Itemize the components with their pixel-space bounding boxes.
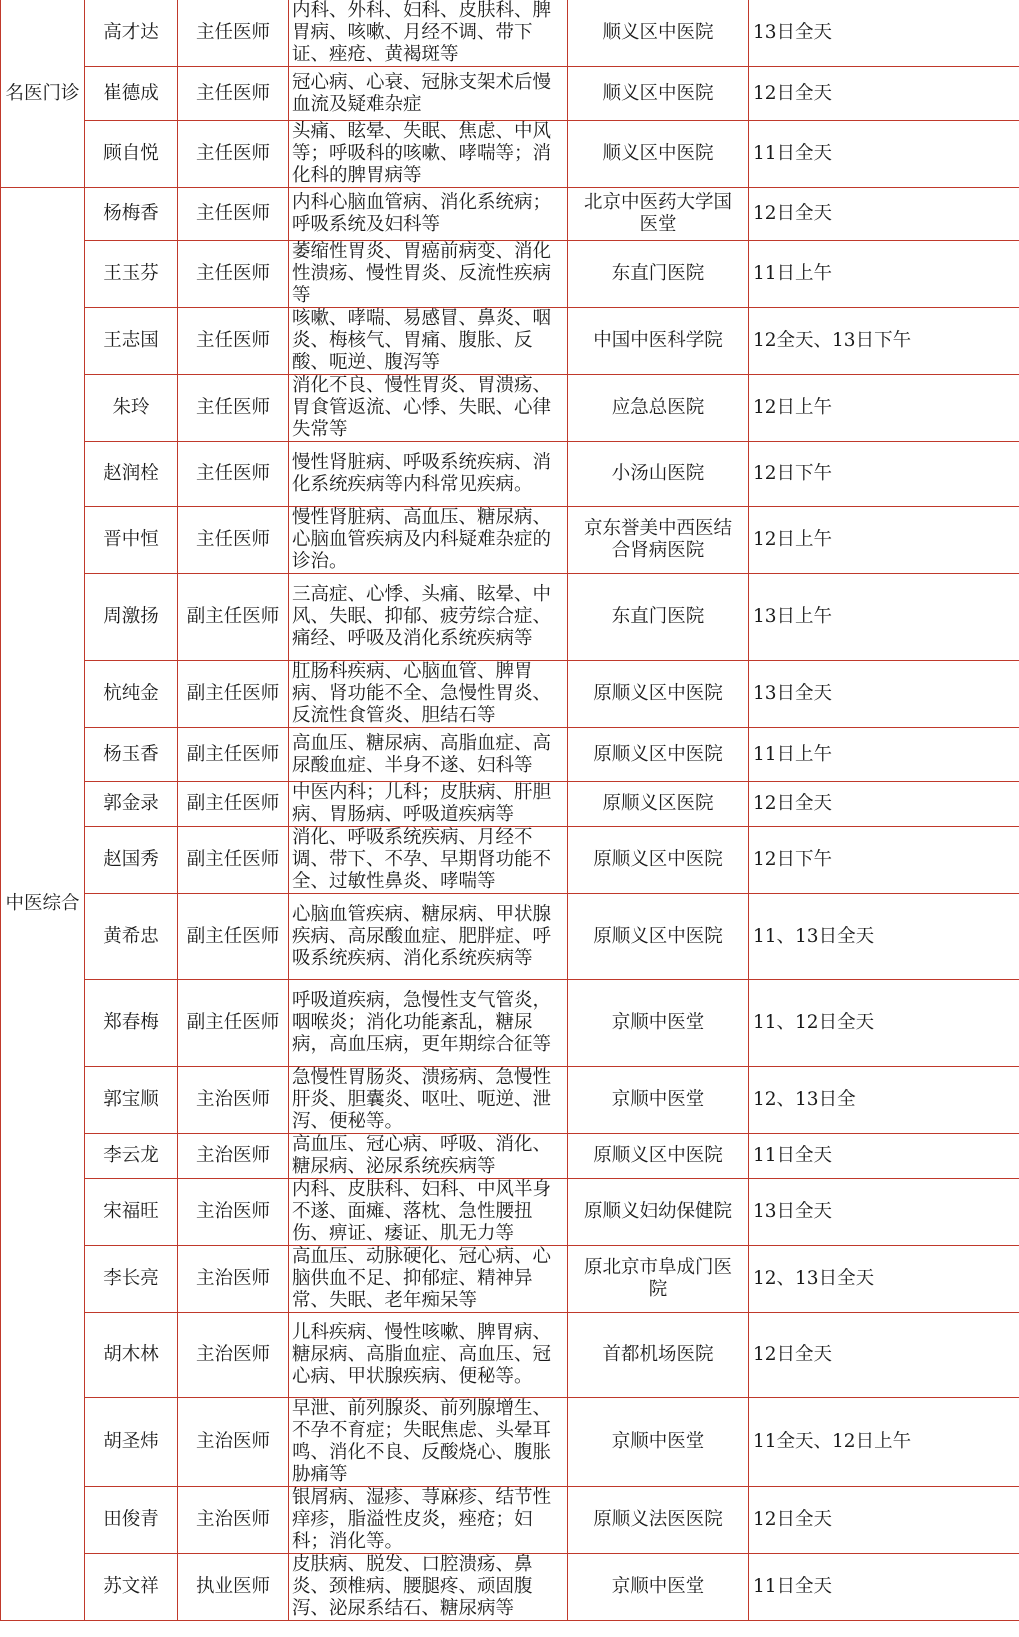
- doctor-title-cell: 主任医师: [178, 121, 289, 188]
- doctor-title-cell: 副主任医师: [178, 574, 289, 661]
- specialty-cell: 中医内科；儿科；皮肤病、肝胆病、胃肠病、呼吸道疾病等: [289, 782, 568, 827]
- specialty-cell: 高血压、糖尿病、高脂血症、高尿酸血症、半身不遂、妇科等: [289, 728, 568, 782]
- doctor-title-cell: 主治医师: [178, 1067, 289, 1134]
- doctor-name-cell: 周激扬: [85, 574, 178, 661]
- doctor-name-cell: 黄希忠: [85, 894, 178, 980]
- hospital-cell: 原顺义区中医院: [568, 894, 749, 980]
- hospital-cell: 原北京市阜成门医院: [568, 1246, 749, 1313]
- doctor-title-cell: 副主任医师: [178, 980, 289, 1067]
- hospital-cell: 原顺义区中医院: [568, 661, 749, 728]
- specialty-cell: 儿科疾病、慢性咳嗽、脾胃病、糖尿病、高脂血症、高血压、冠心病、甲状腺疾病、便秘等。: [289, 1313, 568, 1398]
- table-row: [1, 1246, 1019, 1313]
- doctor-title-cell: 副主任医师: [178, 894, 289, 980]
- hospital-cell: 京顺中医堂: [568, 1398, 749, 1487]
- table-row: [1, 661, 1019, 728]
- doctor-name-cell: 胡圣炜: [85, 1398, 178, 1487]
- schedule-time-cell: 12日全天: [749, 188, 1019, 241]
- doctor-name-cell: 杨梅香: [85, 188, 178, 241]
- doctor-title-cell: 主治医师: [178, 1313, 289, 1398]
- table-row: [1, 827, 1019, 894]
- specialty-cell: 慢性肾脏病、高血压、糖尿病、心脑血管疾病及内科疑难杂症的诊治。: [289, 507, 568, 574]
- schedule-time-cell: 12日全天: [749, 67, 1019, 121]
- doctor-name-cell: 郑春梅: [85, 980, 178, 1067]
- doctor-name-cell: 李云龙: [85, 1134, 178, 1179]
- hospital-cell: 原顺义区中医院: [568, 728, 749, 782]
- table-row: [1, 188, 1019, 241]
- hospital-cell: 京顺中医堂: [568, 980, 749, 1067]
- category-cell: 名医门诊: [1, 0, 85, 188]
- schedule-time-cell: 12日全天: [749, 782, 1019, 827]
- table-row: [1, 1134, 1019, 1179]
- specialty-cell: 消化、呼吸系统疾病、月经不调、带下、不孕、早期肾功能不全、过敏性鼻炎、哮喘等: [289, 827, 568, 894]
- table-row: [1, 728, 1019, 782]
- hospital-cell: 东直门医院: [568, 241, 749, 308]
- doctor-name-cell: 高才达: [85, 0, 178, 67]
- doctor-name-cell: 宋福旺: [85, 1179, 178, 1246]
- doctor-name-cell: 朱玲: [85, 375, 178, 442]
- specialty-cell: 急慢性胃肠炎、溃疡病、急慢性肝炎、胆囊炎、呕吐、呃逆、泄泻、便秘等。: [289, 1067, 568, 1134]
- hospital-cell: 京东誉美中西医结合肾病医院: [568, 507, 749, 574]
- doctor-name-cell: 田俊青: [85, 1487, 178, 1554]
- schedule-time-cell: 12、13日全天: [749, 1246, 1019, 1313]
- hospital-cell: 应急总医院: [568, 375, 749, 442]
- doctor-title-cell: 主任医师: [178, 375, 289, 442]
- table-row: [1, 980, 1019, 1067]
- specialty-cell: 萎缩性胃炎、胃癌前病变、消化性溃疡、慢性胃炎、反流性疾病等: [289, 241, 568, 308]
- doctor-name-cell: 王玉芬: [85, 241, 178, 308]
- doctor-title-cell: 主任医师: [178, 308, 289, 375]
- table-row: [1, 375, 1019, 442]
- schedule-time-cell: 11日全天: [749, 1134, 1019, 1179]
- specialty-cell: 慢性肾脏病、呼吸系统疾病、消化系统疾病等内科常见疾病。: [289, 442, 568, 507]
- table-row: [1, 1398, 1019, 1487]
- schedule-time-cell: 11日上午: [749, 728, 1019, 782]
- table-row: [1, 1554, 1019, 1621]
- schedule-time-cell: 11日上午: [749, 241, 1019, 308]
- schedule-time-cell: 12日全天: [749, 1487, 1019, 1554]
- doctor-title-cell: 主治医师: [178, 1398, 289, 1487]
- table-row: [1, 1179, 1019, 1246]
- schedule-time-cell: 12日下午: [749, 442, 1019, 507]
- hospital-cell: 首都机场医院: [568, 1313, 749, 1398]
- schedule-time-cell: 12日下午: [749, 827, 1019, 894]
- schedule-time-cell: 12全天、13日下午: [749, 308, 1019, 375]
- table-row: [1, 241, 1019, 308]
- doctor-name-cell: 崔德成: [85, 67, 178, 121]
- schedule-time-cell: 11、12日全天: [749, 980, 1019, 1067]
- hospital-cell: 原顺义区医院: [568, 782, 749, 827]
- schedule-time-cell: 12日上午: [749, 507, 1019, 574]
- doctor-name-cell: 赵润栓: [85, 442, 178, 507]
- schedule-time-cell: 12、13日全: [749, 1067, 1019, 1134]
- hospital-cell: 顺义区中医院: [568, 67, 749, 121]
- schedule-time-cell: 11、13日全天: [749, 894, 1019, 980]
- specialty-cell: 冠心病、心衰、冠脉支架术后慢血流及疑难杂症: [289, 67, 568, 121]
- schedule-time-cell: 11日全天: [749, 121, 1019, 188]
- table-row: [1, 894, 1019, 980]
- hospital-cell: 东直门医院: [568, 574, 749, 661]
- doctor-name-cell: 赵国秀: [85, 827, 178, 894]
- schedule-time-cell: 13日全天: [749, 1179, 1019, 1246]
- doctor-title-cell: 主治医师: [178, 1134, 289, 1179]
- table-row: [1, 442, 1019, 507]
- doctor-title-cell: 主任医师: [178, 0, 289, 67]
- doctor-title-cell: 副主任医师: [178, 827, 289, 894]
- specialty-cell: 高血压、动脉硬化、冠心病、心脑供血不足、抑郁症、精神异常、失眠、老年痴呆等: [289, 1246, 568, 1313]
- doctor-title-cell: 副主任医师: [178, 661, 289, 728]
- hospital-cell: 原顺义妇幼保健院: [568, 1179, 749, 1246]
- schedule-time-cell: 11日全天: [749, 1554, 1019, 1621]
- doctor-name-cell: 李长亮: [85, 1246, 178, 1313]
- specialty-cell: 咳嗽、哮喘、易感冒、鼻炎、咽炎、梅核气、胃痛、腹胀、反酸、呃逆、腹泻等: [289, 308, 568, 375]
- doctor-title-cell: 副主任医师: [178, 728, 289, 782]
- table-row: [1, 507, 1019, 574]
- specialty-cell: 消化不良、慢性胃炎、胃溃疡、胃食管返流、心悸、失眠、心律失常等: [289, 375, 568, 442]
- doctor-name-cell: 杭纯金: [85, 661, 178, 728]
- table-row: [1, 121, 1019, 188]
- table-row: [1, 1313, 1019, 1398]
- doctor-name-cell: 杨玉香: [85, 728, 178, 782]
- hospital-cell: 顺义区中医院: [568, 121, 749, 188]
- category-cell: 中医综合: [1, 188, 85, 1621]
- doctor-title-cell: 主任医师: [178, 188, 289, 241]
- doctor-title-cell: 主任医师: [178, 241, 289, 308]
- hospital-cell: 顺义区中医院: [568, 0, 749, 67]
- specialty-cell: 头痛、眩晕、失眠、焦虑、中风等；呼吸科的咳嗽、哮喘等；消化科的脾胃病等: [289, 121, 568, 188]
- doctor-title-cell: 副主任医师: [178, 782, 289, 827]
- schedule-table-body: [1, 0, 1019, 1621]
- hospital-cell: 北京中医药大学国医堂: [568, 188, 749, 241]
- specialty-cell: 内科、皮肤科、妇科、中风半身不遂、面瘫、落枕、急性腰扭伤、痹证、痿证、肌无力等: [289, 1179, 568, 1246]
- hospital-cell: 小汤山医院: [568, 442, 749, 507]
- specialty-cell: 内科、外科、妇科、皮肤科、脾胃病、咳嗽、月经不调、带下证、痤疮、黄褐斑等: [289, 0, 568, 67]
- specialty-cell: 呼吸道疾病，急慢性支气管炎，咽喉炎；消化功能紊乱，糖尿病，高血压病，更年期综合征等: [289, 980, 568, 1067]
- table-row: [1, 308, 1019, 375]
- table-row: [1, 1487, 1019, 1554]
- hospital-cell: 京顺中医堂: [568, 1067, 749, 1134]
- specialty-cell: 银屑病、湿疹、荨麻疹、结节性痒疹，脂溢性皮炎，痤疮；妇科；消化等。: [289, 1487, 568, 1554]
- hospital-cell: 原顺义区中医院: [568, 1134, 749, 1179]
- hospital-cell: 京顺中医堂: [568, 1554, 749, 1621]
- schedule-time-cell: 13日全天: [749, 661, 1019, 728]
- doctor-name-cell: 苏文祥: [85, 1554, 178, 1621]
- doctor-name-cell: 郭金录: [85, 782, 178, 827]
- table-row: [1, 1067, 1019, 1134]
- doctor-title-cell: 主治医师: [178, 1179, 289, 1246]
- specialty-cell: 肛肠科疾病、心脑血管、脾胃病、肾功能不全、急慢性胃炎、反流性食管炎、胆结石等: [289, 661, 568, 728]
- doctor-name-cell: 晋中恒: [85, 507, 178, 574]
- table-row: [1, 67, 1019, 121]
- doctor-title-cell: 主任医师: [178, 67, 289, 121]
- specialty-cell: 高血压、冠心病、呼吸、消化、糖尿病、泌尿系统疾病等: [289, 1134, 568, 1179]
- hospital-cell: 原顺义区中医院: [568, 827, 749, 894]
- table-row: [1, 0, 1019, 67]
- schedule-time-cell: 12日上午: [749, 375, 1019, 442]
- doctor-title-cell: 执业医师: [178, 1554, 289, 1621]
- doctor-name-cell: 胡木林: [85, 1313, 178, 1398]
- table-row: [1, 782, 1019, 827]
- hospital-cell: 中国中医科学院: [568, 308, 749, 375]
- doctor-name-cell: 顾自悦: [85, 121, 178, 188]
- hospital-cell: 原顺义法医医院: [568, 1487, 749, 1554]
- schedule-time-cell: 11全天、12日上午: [749, 1398, 1019, 1487]
- doctor-title-cell: 主任医师: [178, 507, 289, 574]
- doctor-name-cell: 王志国: [85, 308, 178, 375]
- specialty-cell: 内科心脑血管病、消化系统病；呼吸系统及妇科等: [289, 188, 568, 241]
- schedule-time-cell: 13日上午: [749, 574, 1019, 661]
- doctor-title-cell: 主任医师: [178, 442, 289, 507]
- doctor-title-cell: 主治医师: [178, 1487, 289, 1554]
- specialty-cell: 早泄、前列腺炎、前列腺增生、不孕不育症；失眠焦虑、头晕耳鸣、消化不良、反酸烧心、腹胀胁痛等: [289, 1398, 568, 1487]
- specialty-cell: 皮肤病、脱发、口腔溃疡、鼻炎、颈椎病、腰腿疼、顽固腹泻、泌尿系结石、糖尿病等: [289, 1554, 568, 1621]
- specialty-cell: 三高症、心悸、头痛、眩晕、中风、失眠、抑郁、疲劳综合症、痛经、呼吸及消化系统疾病等: [289, 574, 568, 661]
- doctor-title-cell: 主治医师: [178, 1246, 289, 1313]
- schedule-time-cell: 12日全天: [749, 1313, 1019, 1398]
- table-row: [1, 574, 1019, 661]
- specialty-cell: 心脑血管疾病、糖尿病、甲状腺疾病、高尿酸血症、肥胖症、呼吸系统疾病、消化系统疾病等: [289, 894, 568, 980]
- schedule-time-cell: 13日全天: [749, 0, 1019, 67]
- doctor-name-cell: 郭宝顺: [85, 1067, 178, 1134]
